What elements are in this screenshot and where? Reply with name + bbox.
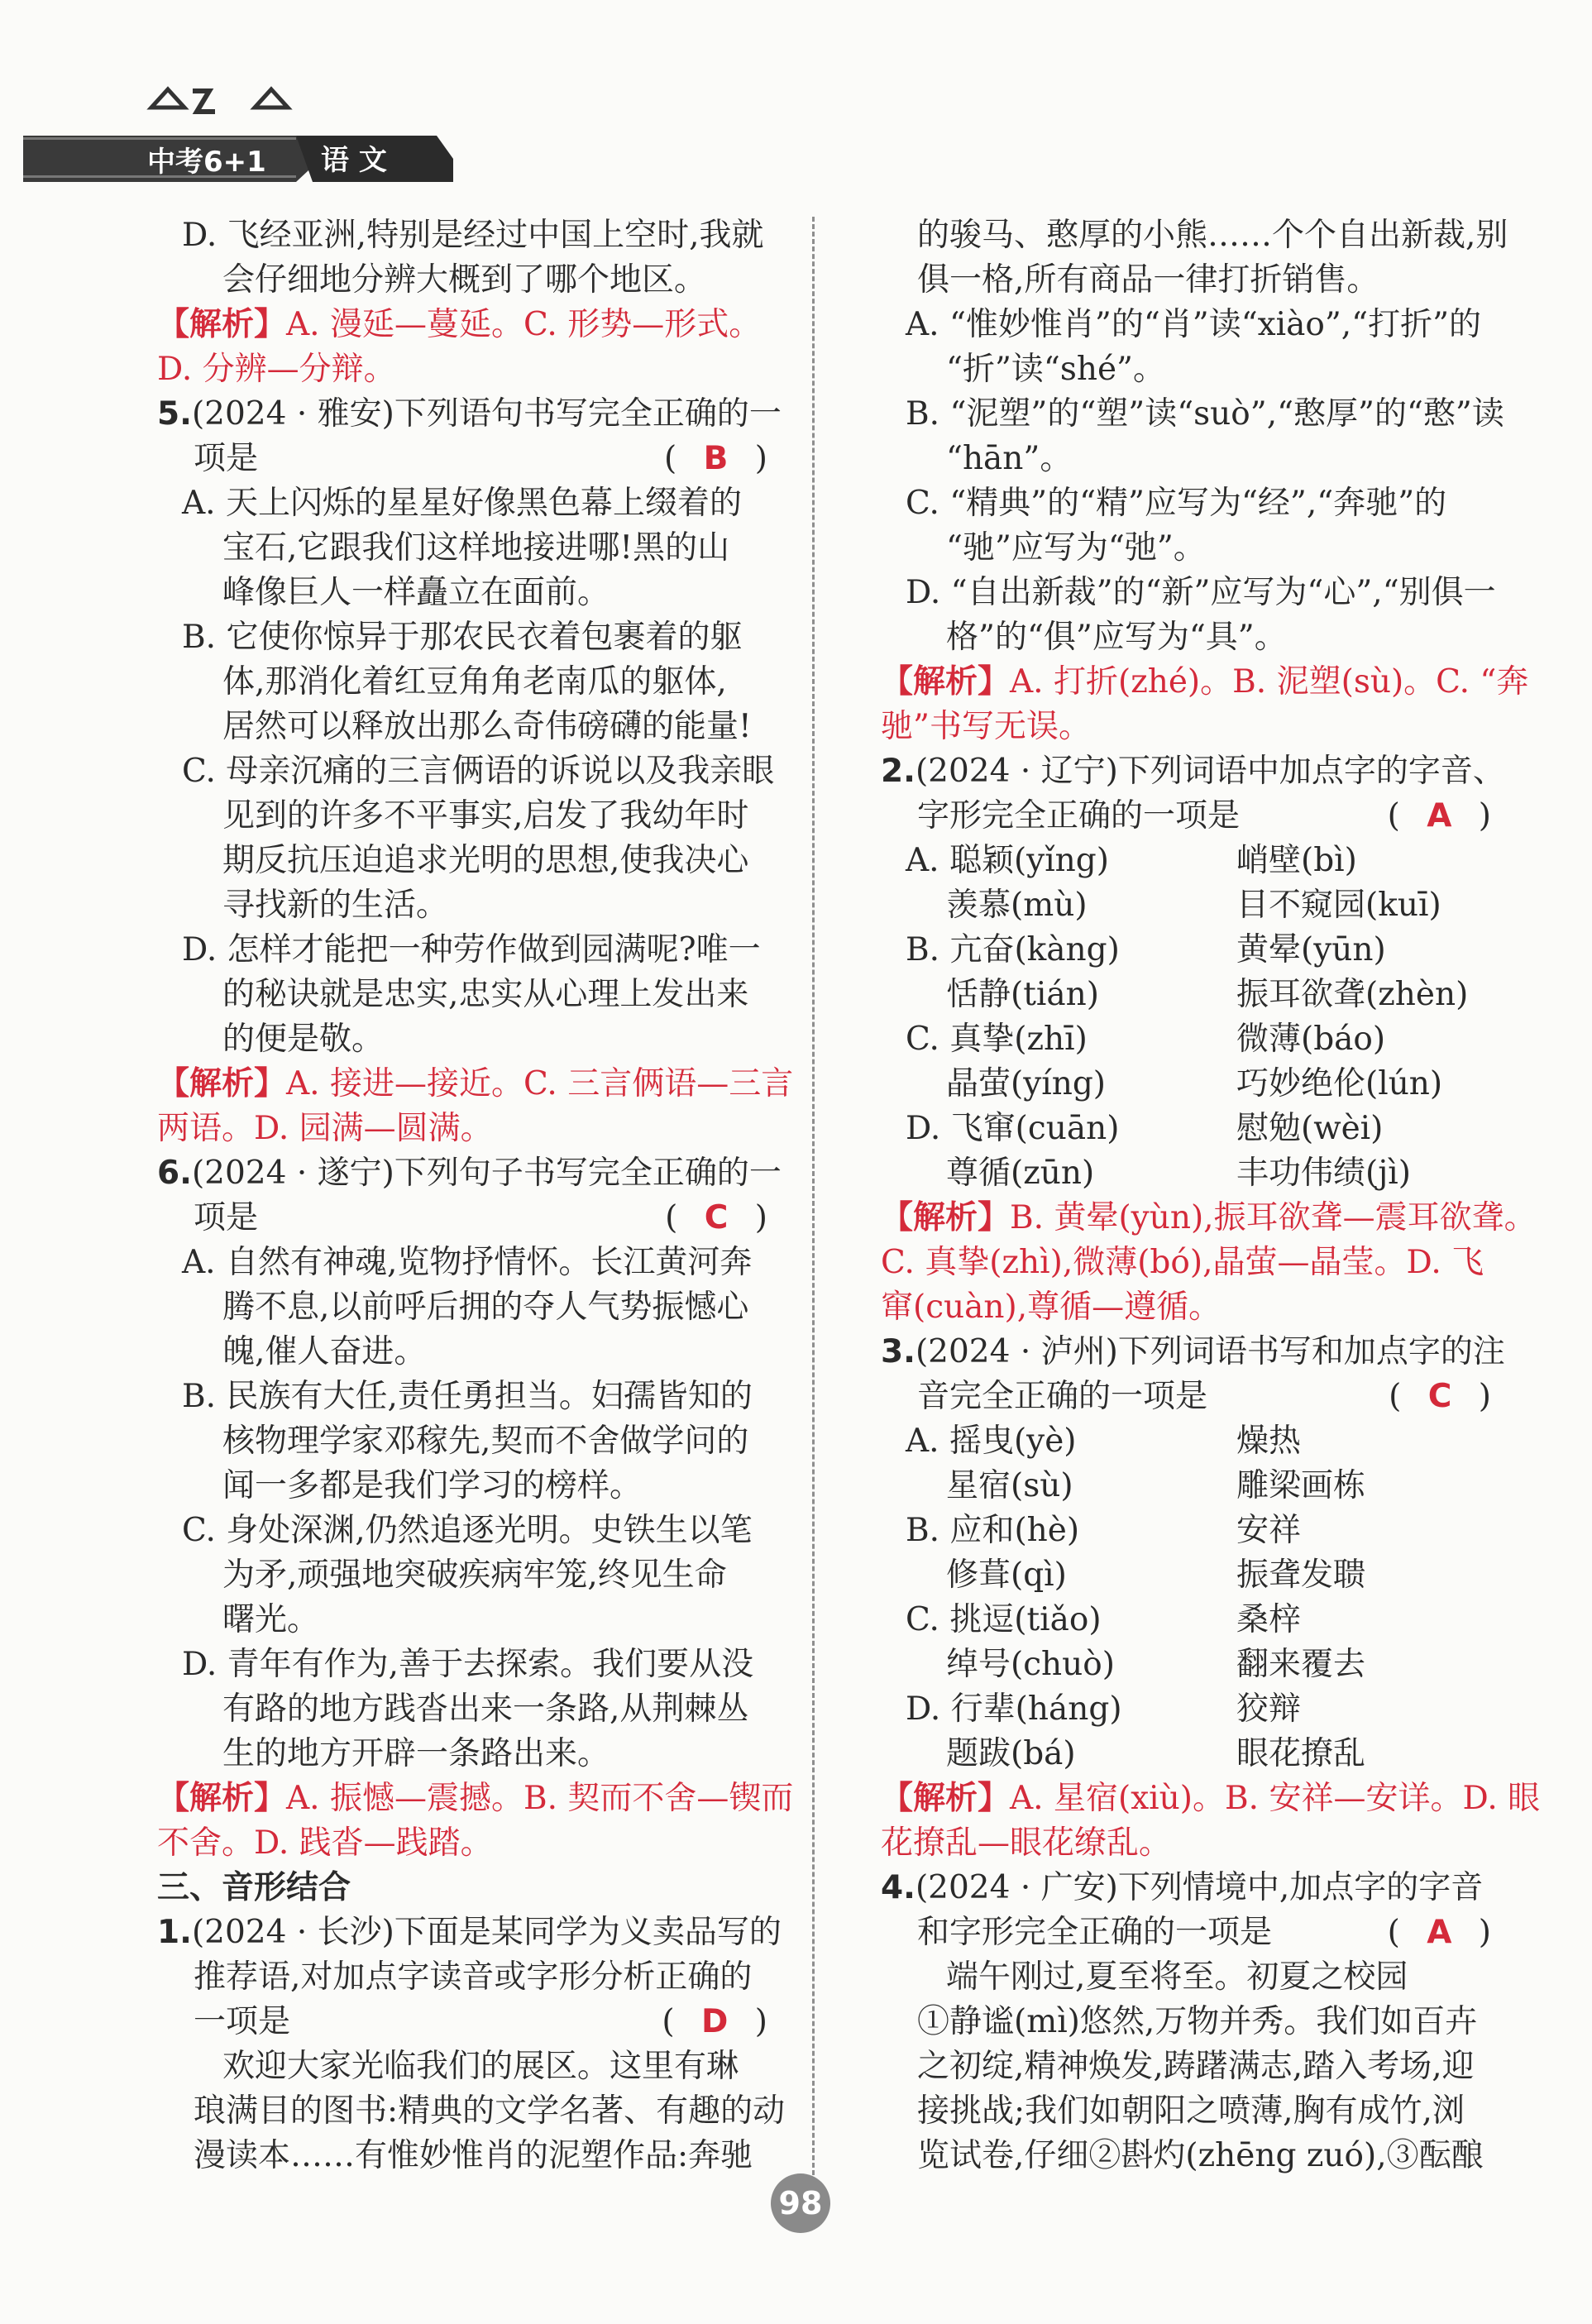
text-line <box>157 1866 776 1910</box>
text-line <box>157 526 776 571</box>
line-text: 不舍。D. 践沓—践踏。 <box>157 1824 493 1862</box>
line-text: 音完全正确的一项是 <box>917 1378 1208 1415</box>
option-word: 尊循(zūn) <box>946 1155 1095 1192</box>
line-text: 寻找新的生活。 <box>222 887 449 924</box>
text-line <box>157 258 776 303</box>
text-line <box>881 1419 1499 1464</box>
question-number: 1. <box>157 1914 192 1951</box>
answer-letter: D <box>701 2003 737 2040</box>
line-text: 格”的“俱”应写为“具”。 <box>946 619 1287 656</box>
text-line <box>157 1196 776 1241</box>
option-word: 狡辩 <box>1236 1690 1302 1728</box>
line-text: 项是 <box>194 440 259 477</box>
line-text: 两语。D. 园满—圆满。 <box>157 1110 493 1147</box>
line-text: 的骏马、憨厚的小熊……个个自出新裁,别 <box>917 217 1508 254</box>
text-line <box>157 1330 776 1375</box>
option-word: 绰号(chuò) <box>946 1646 1115 1683</box>
answer-box: ( C ) <box>1389 1378 1499 1415</box>
text-line <box>881 1553 1499 1598</box>
text-line <box>157 1687 776 1732</box>
line-text: A. 振憾—震撼。B. 契而不舍—锲而 <box>286 1780 794 1817</box>
option-word: 眼花撩乱 <box>1236 1735 1366 1772</box>
text-line <box>881 1107 1499 1151</box>
text-line <box>157 1285 776 1330</box>
text-line <box>881 1955 1499 2000</box>
option-word: C. 挑逗(tiǎo) <box>906 1601 1102 1638</box>
line-text: C. “精典”的“精”应写为“经”,“奔驰”的 <box>906 485 1447 522</box>
line-text: (2024 · 长沙)下面是某同学为义卖品写的 <box>191 1914 782 1951</box>
line-text: “驰”应写为“弛”。 <box>946 529 1206 567</box>
answer-letter: B <box>703 440 737 477</box>
text-line <box>157 437 776 481</box>
line-text: 居然可以释放出那么奇伟磅礴的能量! <box>222 708 752 745</box>
text-line <box>881 1776 1541 1821</box>
line-text: 琅满目的图书:精典的文学名著、有趣的动 <box>194 2092 786 2130</box>
line-text: 的秘诀就是忠实,忠实从心理上发出来 <box>222 976 749 1013</box>
question-number: 4. <box>881 1869 916 1906</box>
answer-box: ( B ) <box>664 440 776 477</box>
text-line <box>881 705 1499 749</box>
line-text: 峰像巨人一样矗立在面前。 <box>222 574 610 611</box>
line-text: 和字形完全正确的一项是 <box>917 1914 1273 1951</box>
text-line <box>157 2134 776 2178</box>
line-text: 之初绽,精神焕发,踌躇满志,踏入考场,迎 <box>917 2048 1475 2085</box>
text-line <box>881 1687 1499 1732</box>
left-column <box>157 213 794 2178</box>
line-text: A. 星宿(xiù)。B. 安祥—安详。D. 眼 <box>1010 1780 1541 1817</box>
line-text: D. 飞经亚洲,特别是经过中国上空时,我就 <box>182 217 764 254</box>
line-text: 项是 <box>194 1199 259 1236</box>
line-text: (2024 · 广安)下列情境中,加点字的字音 <box>915 1869 1484 1906</box>
option-word: 题跋(bá) <box>946 1735 1076 1772</box>
text-line <box>157 1509 776 1553</box>
line-text: B. 民族有大任,责任勇担当。妇孺皆知的 <box>182 1378 753 1415</box>
analysis-tag: 【解析】 <box>157 1065 287 1102</box>
option-word: 翻来覆去 <box>1236 1646 1366 1683</box>
line-text: C. 真挚(zhì),微薄(bó),晶萤—晶莹。D. 飞 <box>881 1244 1484 1281</box>
line-text: 生的地方开辟一条路出来。 <box>222 1735 610 1772</box>
text-line <box>157 1241 776 1285</box>
analysis-tag: 【解析】 <box>157 306 287 343</box>
line-text: C. 母亲沉痛的三言俩语的诉说以及我亲眼 <box>182 753 775 790</box>
text-line <box>881 347 1499 392</box>
line-text: “折”读“shé”。 <box>946 351 1165 388</box>
text-line <box>157 839 776 883</box>
text-line <box>881 1375 1499 1419</box>
answer-box: ( D ) <box>662 2003 776 2040</box>
line-text: 宝石,它跟我们这样地接进哪!黑的山 <box>222 529 730 567</box>
line-text: (2024 · 泸州)下列词语书写和加点字的注 <box>915 1333 1505 1370</box>
line-text: B. “泥塑”的“塑”读“suò”,“憨厚”的“憨”读 <box>906 395 1504 433</box>
option-word: 丰功伟绩(jì) <box>1236 1155 1411 1192</box>
text-line <box>157 571 776 615</box>
text-line <box>157 883 776 928</box>
option-word: B. 应和(hè) <box>906 1512 1080 1549</box>
answer-letter: A <box>1427 797 1461 834</box>
line-text: 推荐语,对加点字读音或字形分析正确的 <box>194 1958 753 1996</box>
text-line <box>157 1821 776 1866</box>
text-line <box>157 2089 786 2134</box>
line-text: 览试卷,仔细②斟灼(zhēng zuó),③酝酿 <box>917 2137 1484 2174</box>
text-line <box>881 973 1499 1017</box>
text-line <box>157 347 776 392</box>
text-line <box>881 1062 1499 1107</box>
text-line <box>881 571 1499 615</box>
text-line <box>881 213 1508 258</box>
line-text: D. 青年有作为,善于去探索。我们要从没 <box>182 1646 754 1683</box>
text-line <box>881 1196 1537 1241</box>
line-text: B. 黄晕(yùn),振耳欲聋—震耳欲聋。 <box>1010 1199 1537 1236</box>
line-text: 漫读本……有惟妙惟肖的泥塑作品:奔驰 <box>194 2137 753 2174</box>
text-line <box>881 749 1505 794</box>
text-line <box>157 303 776 347</box>
text-line <box>881 1732 1499 1776</box>
option-word: 恬静(tián) <box>946 976 1099 1013</box>
text-line <box>157 1017 776 1062</box>
page-number: 98 <box>771 2173 830 2233</box>
line-text: 见到的许多不平事实,启发了我幼年时 <box>222 797 749 834</box>
option-word: 慰勉(wèi) <box>1236 1110 1384 1147</box>
line-text: 驰”书写无误。 <box>881 708 1091 745</box>
line-text: B. 它使你惊异于那农民衣着包裹着的躯 <box>182 619 743 656</box>
line-text: 为矛,顽强地突破疾病牢笼,终见生命 <box>222 1557 727 1594</box>
text-line <box>881 839 1499 883</box>
text-line <box>881 437 1499 481</box>
text-line <box>157 1107 776 1151</box>
line-text: A. 打折(zhé)。B. 泥塑(sù)。C. “奔 <box>1010 663 1529 701</box>
analysis-tag: 【解析】 <box>881 663 1011 701</box>
line-text: 三、音形结合 <box>157 1869 351 1906</box>
text-line <box>881 883 1499 928</box>
text-line <box>157 615 776 660</box>
text-line <box>157 481 776 526</box>
option-word: 燥热 <box>1236 1423 1302 1460</box>
option-word: 微薄(báo) <box>1236 1021 1386 1058</box>
line-text: 接挑战;我们如朝阳之喷薄,胸有成竹,浏 <box>917 2092 1465 2130</box>
text-line <box>157 1151 782 1196</box>
text-line <box>881 1241 1499 1285</box>
text-line <box>157 928 776 973</box>
text-line <box>157 2044 776 2089</box>
option-word: 峭壁(bì) <box>1236 842 1357 879</box>
line-text: 欢迎大家光临我们的展区。这里有琳 <box>222 2048 739 2085</box>
text-line <box>157 1776 794 1821</box>
analysis-tag: 【解析】 <box>157 1780 287 1817</box>
text-line <box>881 615 1499 660</box>
column-divider <box>812 217 815 2175</box>
line-text: A. 接进—接近。C. 三言俩语—三言 <box>286 1065 794 1102</box>
text-line <box>157 392 782 437</box>
text-line <box>157 1419 776 1464</box>
line-text: A. 自然有神魂,览物抒情怀。长江黄河奔 <box>182 1244 753 1281</box>
option-word: 目不窥园(kuī) <box>1236 887 1441 924</box>
text-line <box>157 1598 776 1643</box>
text-line <box>157 660 776 705</box>
option-word: 巧妙绝伦(lún) <box>1236 1065 1443 1102</box>
text-line <box>157 1553 776 1598</box>
text-line <box>881 1509 1499 1553</box>
option-word: B. 亢奋(kàng) <box>906 931 1120 968</box>
text-line <box>157 213 776 258</box>
option-word: A. 摇曳(yè) <box>906 1423 1077 1460</box>
line-text: 窜(cuàn),尊循—遵循。 <box>881 1289 1221 1326</box>
line-text: 核物理学家邓稼先,契而不舍做学问的 <box>222 1423 749 1460</box>
text-line <box>881 1330 1505 1375</box>
line-text: (2024 · 雅安)下列语句书写完全正确的一 <box>191 395 782 433</box>
option-word: 振耳欲聋(zhèn) <box>1236 976 1469 1013</box>
text-line <box>881 481 1499 526</box>
text-line <box>881 1017 1499 1062</box>
option-word: 晶萤(yíng) <box>946 1065 1107 1102</box>
text-line <box>157 1732 776 1776</box>
line-text: D. 怎样才能把一种劳作做到园满呢?唯一 <box>182 931 761 968</box>
text-line <box>881 660 1529 705</box>
subject-title: 语 文 <box>321 144 387 177</box>
line-text: 的便是敬。 <box>222 1021 385 1058</box>
text-line <box>881 526 1499 571</box>
text-line <box>157 1375 776 1419</box>
text-line <box>881 1598 1499 1643</box>
line-text: 期反抗压迫追求光明的思想,使我决心 <box>222 842 749 879</box>
analysis-tag: 【解析】 <box>881 1780 1011 1817</box>
line-text: 会仔细地分辨大概到了哪个地区。 <box>222 261 707 299</box>
question-number: 3. <box>881 1333 916 1370</box>
line-text: (2024 · 辽宁)下列词语中加点字的字音、 <box>915 753 1505 790</box>
series-title: 中考6+1 <box>147 146 266 179</box>
line-text: 一项是 <box>194 2003 291 2040</box>
book-logo <box>23 83 453 182</box>
text-line <box>881 928 1499 973</box>
text-line <box>157 1643 776 1687</box>
question-number: 2. <box>881 753 916 790</box>
text-line <box>881 1151 1499 1196</box>
text-line <box>881 1910 1499 1955</box>
text-line <box>881 1464 1499 1509</box>
text-line <box>881 1285 1499 1330</box>
answer-box: ( A ) <box>1387 797 1499 834</box>
option-word: 雕梁画栋 <box>1236 1467 1366 1504</box>
line-text: 魄,催人奋进。 <box>222 1333 427 1370</box>
option-word: 星宿(sù) <box>946 1467 1073 1504</box>
answer-letter: A <box>1427 1914 1461 1951</box>
line-text: 俱一格,所有商品一律打折销售。 <box>917 261 1379 299</box>
text-line <box>157 749 776 794</box>
option-word: C. 真挚(zhī) <box>906 1021 1088 1058</box>
analysis-tag: 【解析】 <box>881 1199 1011 1236</box>
line-text: 曙光。 <box>222 1601 320 1638</box>
line-text: 端午刚过,夏至将至。初夏之校园 <box>946 1958 1408 1996</box>
option-word: 振聋发聩 <box>1236 1557 1366 1594</box>
answer-letter: C <box>1427 1378 1461 1415</box>
text-line <box>157 794 776 839</box>
option-word: D. 飞窜(cuān) <box>906 1110 1120 1147</box>
line-text: 闻一多都是我们学习的榜样。 <box>222 1467 643 1504</box>
text-line <box>881 2089 1499 2134</box>
line-text: 体,那消化着红豆角角老南瓜的躯体, <box>222 663 727 701</box>
text-line <box>157 1464 776 1509</box>
text-line <box>157 2000 776 2044</box>
answer-letter: C <box>704 1199 737 1236</box>
text-line <box>881 258 1499 303</box>
option-word: D. 行辈(háng) <box>906 1690 1122 1728</box>
line-text: (2024 · 遂宁)下列句子书写完全正确的一 <box>191 1155 782 1192</box>
question-number: 5. <box>157 395 192 433</box>
line-text: A. 天上闪烁的星星好像黑色幕上缀着的 <box>182 485 742 522</box>
line-text: D. “自出新裁”的“新”应写为“心”,“别俱一 <box>906 574 1496 611</box>
line-text: 腾不息,以前呼后拥的夺人气势振憾心 <box>222 1289 749 1326</box>
line-text: 有路的地方践沓出来一条路,从荆棘丛 <box>222 1690 749 1728</box>
text-line <box>881 2000 1499 2044</box>
text-line <box>881 392 1504 437</box>
text-line <box>881 1643 1499 1687</box>
text-line <box>157 1062 794 1107</box>
line-text: 花撩乱—眼花缭乱。 <box>881 1824 1172 1862</box>
text-line <box>881 794 1499 839</box>
option-word: 羡慕(mù) <box>946 887 1088 924</box>
text-line <box>881 2134 1499 2178</box>
line-text: C. 身处深渊,仍然追逐光明。史铁生以笔 <box>182 1512 753 1549</box>
question-number: 6. <box>157 1155 192 1192</box>
line-text: A. “惟妙惟肖”的“肖”读“xiào”,“打折”的 <box>906 306 1482 343</box>
line-text: A. 漫延—蔓延。C. 形势—形式。 <box>286 306 762 343</box>
line-text: 字形完全正确的一项是 <box>917 797 1241 834</box>
answer-box: ( C ) <box>665 1199 776 1236</box>
text-line <box>881 1821 1499 1866</box>
text-line <box>157 973 776 1017</box>
line-text: ①静谧(mì)悠然,万物并秀。我们如百卉 <box>917 2003 1478 2040</box>
option-word: 桑梓 <box>1236 1601 1302 1638</box>
option-word: 修葺(qì) <box>946 1557 1067 1594</box>
option-word: 安祥 <box>1236 1512 1302 1549</box>
text-line <box>157 705 776 749</box>
text-line <box>881 303 1499 347</box>
line-text: D. 分辨—分辩。 <box>157 351 396 388</box>
answer-box: ( A ) <box>1387 1914 1499 1951</box>
text-line <box>157 1910 782 1955</box>
option-word: A. 聪颖(yǐng) <box>906 842 1109 879</box>
text-line <box>881 1866 1499 1910</box>
text-line <box>881 2044 1499 2089</box>
option-word: 黄晕(yūn) <box>1236 931 1386 968</box>
line-text: “hān”。 <box>946 440 1073 477</box>
right-column <box>881 213 1541 2178</box>
text-line <box>157 1955 776 2000</box>
